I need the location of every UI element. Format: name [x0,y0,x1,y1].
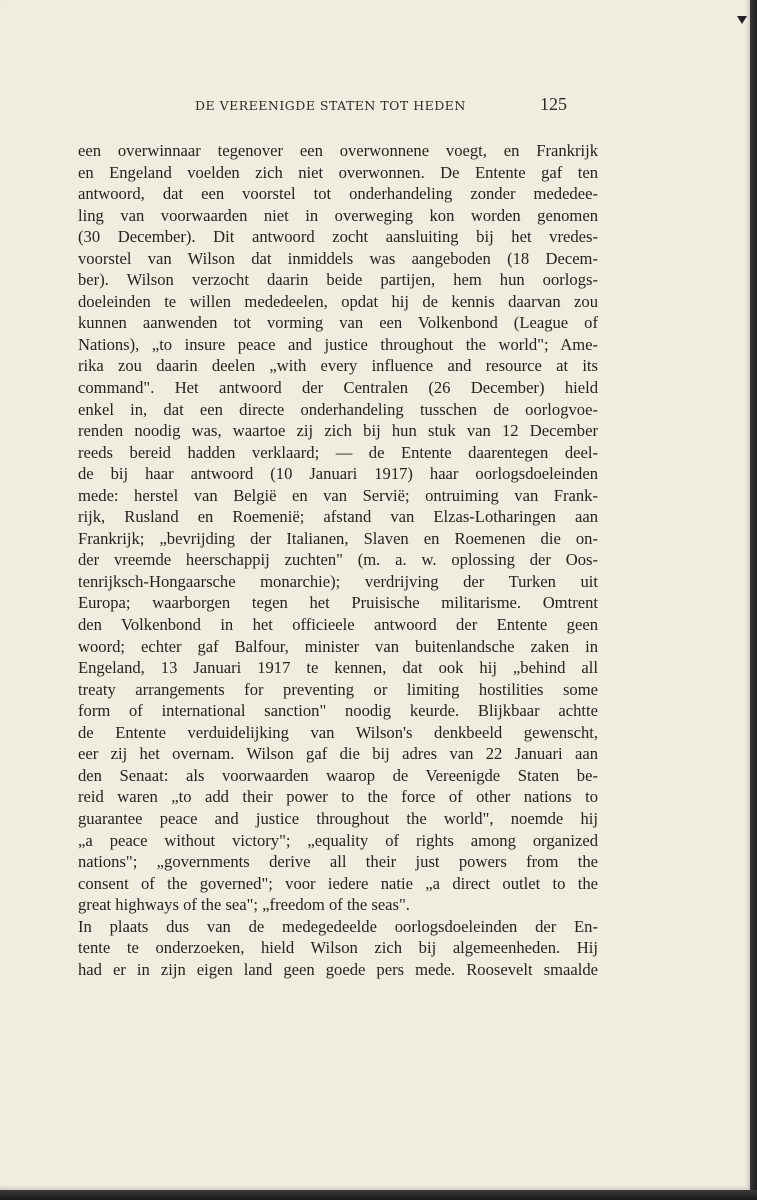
text-line: reid waren „to add their power to the force of other nations to [78,787,598,807]
text-line: antwoord, dat een voorstel tot onderhandeling zonder mededee- [78,184,598,204]
text-line: reeds bereid hadden verklaard; — de Entente daarentegen deel- [78,442,598,462]
text-line: doeleinden te willen mededeelen, opdat hij de kennis daarvan zou [78,291,598,311]
scan-edge-right [750,0,757,1200]
running-title: DE VEREENIGDE STATEN TOT HEDEN [195,98,466,113]
text-line: enkel in, dat een directe onderhandeling tusschen de oorlogvoe- [78,399,598,419]
text-line: command". Het antwoord der Centralen (26 December) hield [78,378,598,398]
text-line: den Volkenbond in het officieele antwoord der Entente geen [78,615,598,635]
page-number: 125 [540,94,567,114]
text-line: Europa; waarborgen tegen het Pruisische militarisme. Omtrent [78,593,598,613]
text-line: den Senaat: als voorwaarden waarop de Vereenigde Staten be- [78,765,598,785]
text-line: tenrijksch-Hongaarsche monarchie); verdrijving der Turken uit [78,571,598,591]
text-line: Nations), „to insure peace and justice throughout the world"; Ame- [78,334,598,354]
text-line: guarantee peace and justice throughout the world", noemde hij [78,808,598,828]
text-line: rijk, Rusland en Roemenië; afstand van Elzas-Lotharingen aan [78,507,598,527]
text-line: nations"; „governments derive all their just powers from the [78,852,598,872]
text-line: tente te onderzoeken, hield Wilson zich bij algemeenheden. Hij [78,938,598,958]
text-line: rika zou daarin deelen „with every influence and resource at its [78,356,598,376]
text-line: ling van voorwaarden niet in overweging kon worden genomen [78,205,598,225]
corner-triangle-icon [737,16,747,24]
text-line: de bij haar antwoord (10 Januari 1917) haar oorlogsdoeleinden [78,464,598,484]
text-line: mede: herstel van België en van Servië; ontruiming van Frank- [78,485,598,505]
text-line: een overwinnaar tegenover een overwonnene voegt, en Frankrijk [78,141,598,160]
text-line: woord; echter gaf Balfour, minister van buitenlandsche zaken in [78,636,598,656]
text-line: „a peace without victory"; „equality of rights among organized [78,830,598,850]
paragraph-start-line: In plaats dus van de medegedeelde oorlogsdoeleinden der En- [78,916,598,936]
text-line: de Entente verduidelijking van Wilson's denkbeeld gewenscht, [78,722,598,742]
text-line: kunnen aanwenden tot vorming van een Volkenbond (League of [78,313,598,333]
text-line: Frankrijk; „bevrijding der Italianen, Slaven en Roemenen die on- [78,528,598,548]
text-line: voorstel van Wilson dat inmiddels was aangeboden (18 Decem- [78,248,598,268]
text-line: had er in zijn eigen land geen goede pers mede. Roosevelt smaalde [78,959,598,979]
text-line: treaty arrangements for preventing or limiting hostilities some [78,679,598,699]
body-text [78,140,598,980]
text-line: renden noodig was, waartoe zij zich bij hun stuk van 12 December [78,421,598,441]
text-line: en Engeland voelden zich niet overwonnen. De Entente gaf ten [78,162,598,182]
text-line: eer zij het overnam. Wilson gaf die bij adres van 22 Januari aan [78,744,598,764]
paragraph-end-line: great highways of the sea"; „freedom of the seas". [78,895,410,915]
text-line: der vreemde heerschappij zuchten" (m. a. w. oplossing der Oos- [78,550,598,570]
scan-edge-bottom [0,1190,757,1200]
text-line: (30 December). Dit antwoord zocht aansluiting bij het vredes- [78,227,598,247]
text-line: ber). Wilson verzocht daarin beide partijen, hem hun oorlogs- [78,270,598,290]
text-line: form of international sanction" noodig keurde. Blijkbaar achtte [78,701,598,721]
text-line: consent of the governed"; voor iedere natie „a direct outlet to the [78,873,598,893]
text-line: Engeland, 13 Januari 1917 te kennen, dat ook hij „behind all [78,658,598,678]
